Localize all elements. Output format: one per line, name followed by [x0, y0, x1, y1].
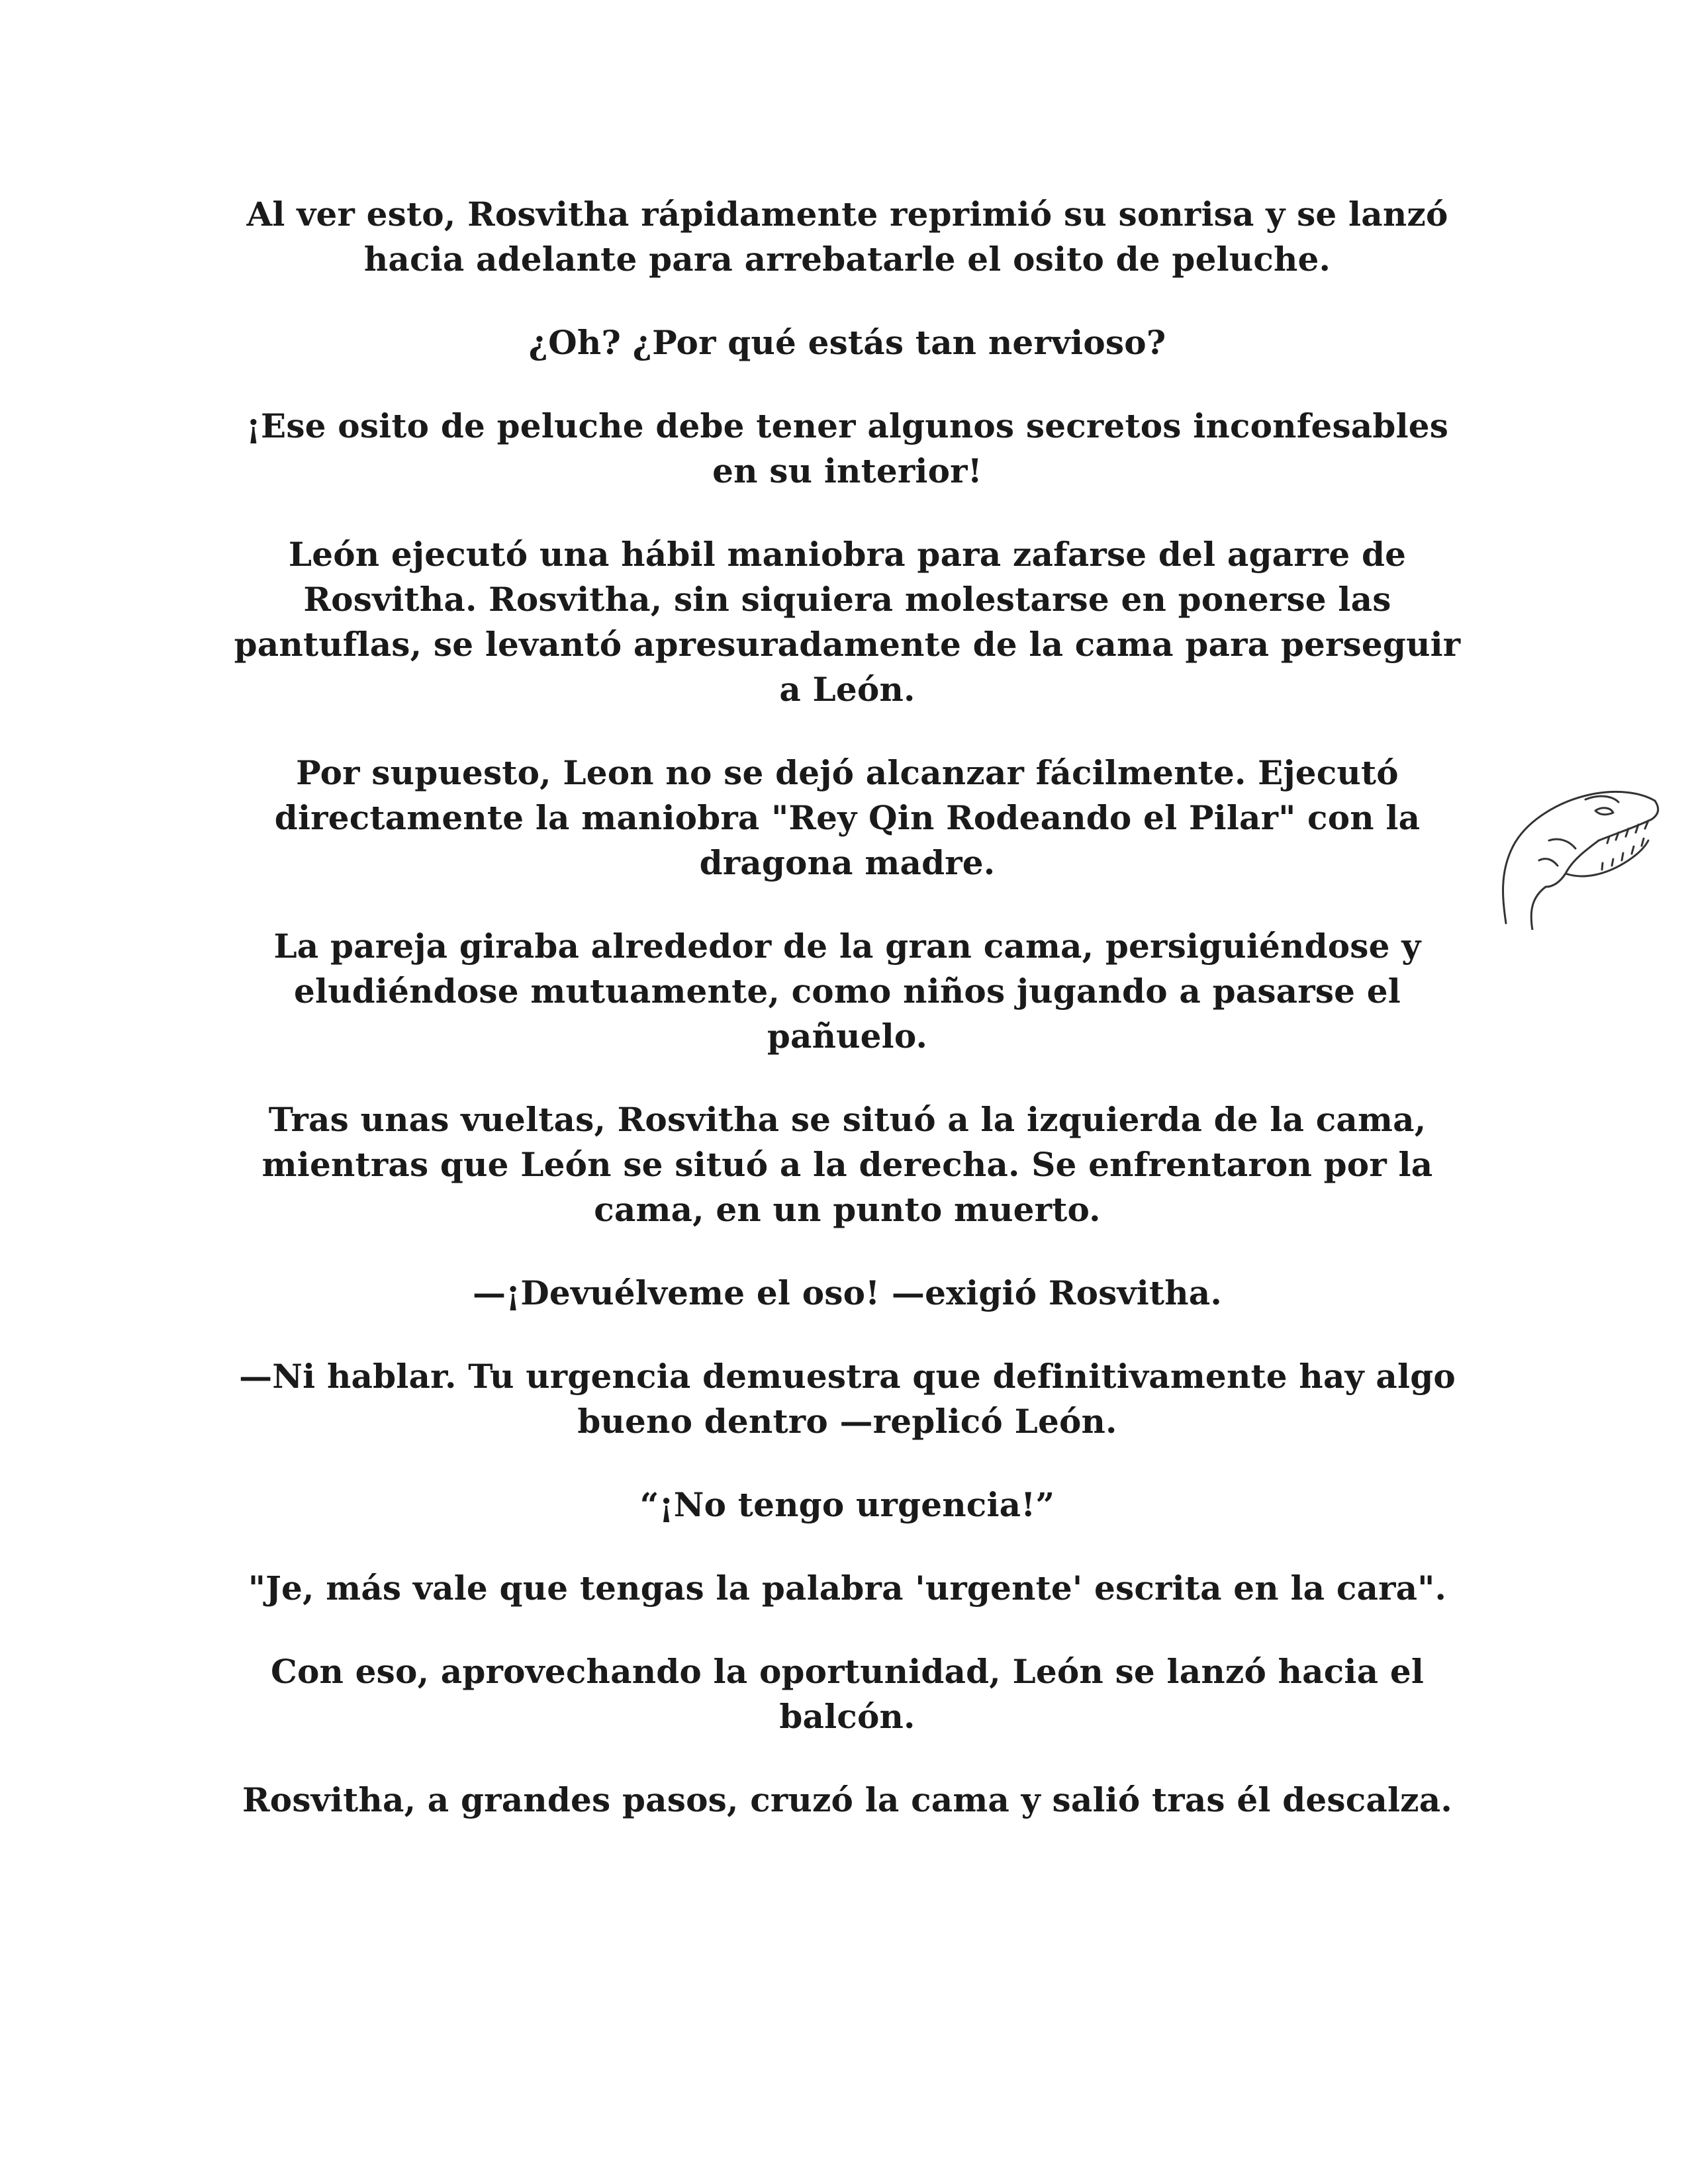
paragraph-11: "Je, más vale que tengas la palabra 'urgente' escrita en la cara". — [248, 1569, 1447, 1608]
paragraph-3: ¡Ese osito de peluche debe tener algunos secretos inconfesables en su interior! — [246, 406, 1449, 490]
paragraph-12: Con eso, aprovechando la oportunidad, León se lanzó hacia el balcón. — [270, 1652, 1425, 1736]
page-body — [225, 192, 1470, 1861]
paragraph-10: “¡No tengo urgencia!” — [639, 1485, 1055, 1524]
paragraph-1: Al ver esto, Rosvitha rápidamente reprimió su sonrisa y se lanzó hacia adelante para arrebatarle el osito de peluche. — [246, 195, 1448, 279]
paragraph-7: Tras unas vueltas, Rosvitha se situó a la izquierda de la cama, mientras que León se situó a la derecha. Se enfrentaron por la cama, en un punto muerto. — [261, 1100, 1433, 1229]
paragraph-8: —¡Devuélveme el oso! —exigió Rosvitha. — [472, 1273, 1222, 1312]
paragraph-9: —Ni hablar. Tu urgencia demuestra que definitivamente hay algo bueno dentro —replicó León. — [239, 1357, 1456, 1441]
paragraph-5: Por supuesto, Leon no se dejó alcanzar fácilmente. Ejecutó directamente la maniobra "Rey Qin Rodeando el Pilar" con la dragona madre. — [274, 753, 1421, 882]
paragraph-6: La pareja giraba alrededor de la gran cama, persiguiéndose y eludiéndose mutuamente, como niños jugando a pasarse el pañuelo. — [273, 927, 1421, 1056]
paragraph-13: Rosvitha, a grandes pasos, cruzó la cama y salió tras él descalza. — [242, 1780, 1452, 1819]
paragraph-4: León ejecutó una hábil maniobra para zafarse del agarre de Rosvitha. Rosvitha, sin siquiera molestarse en ponerse las pantuflas, se levantó apresuradamente de la cama para perseguir a León. — [234, 535, 1461, 709]
paragraph-2: ¿Oh? ¿Por qué estás tan nervioso? — [528, 323, 1166, 362]
dinosaur-head-sketch-icon — [1486, 774, 1665, 930]
